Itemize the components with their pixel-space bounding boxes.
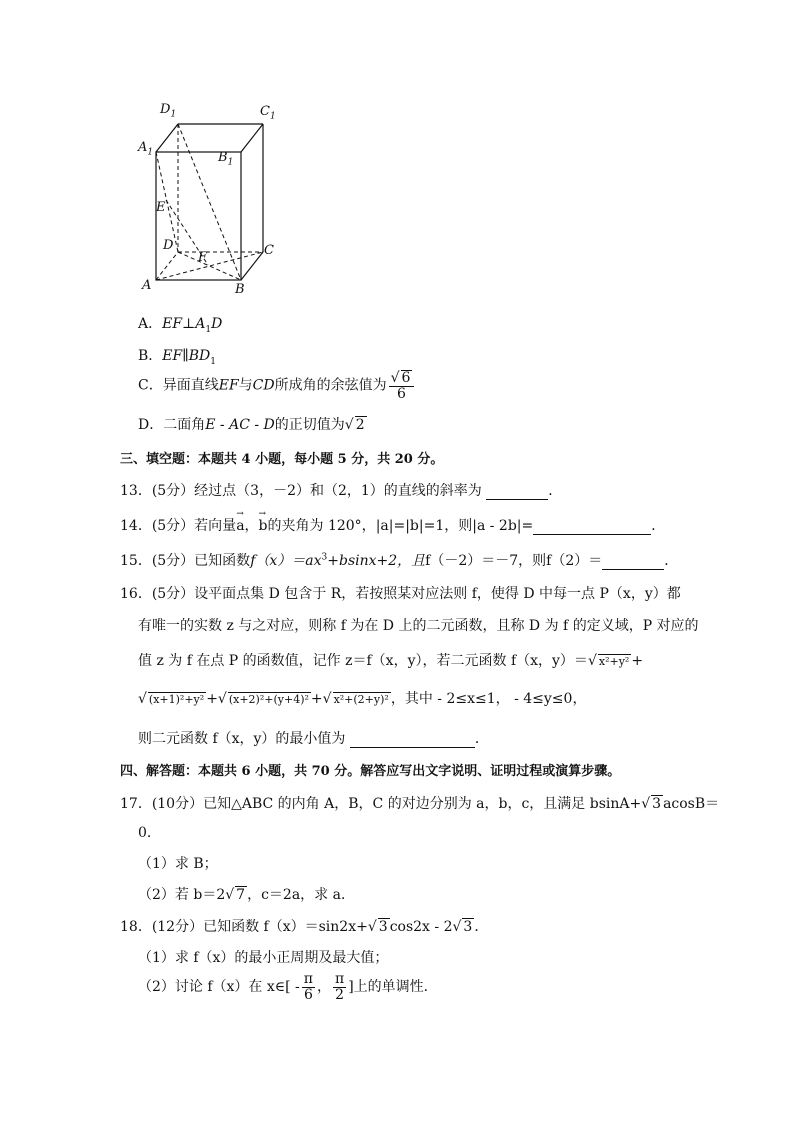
label-e: E — [156, 200, 166, 215]
option-d: D．二面角E - AC - D的正切值为√ 2 — [138, 417, 365, 433]
question-17-part2: （2）若 b＝2√ 7 ，c＝2a，求 a． — [138, 887, 355, 903]
question-18-line1: 18．(12分）已知函数 f（x）＝sin2x+√ 3 cos2x - 2√ 3 ． — [120, 919, 489, 935]
question-17-line1: 17．(10分）已知△ABC 的内角 A，B，C 的对边分别为 a，b，c，且满足 bsinA+√ 3 acosB＝ — [120, 796, 720, 812]
question-13: 13．(5分）经过点（3，－2）和（2，1）的直线的斜率为 ． — [120, 483, 563, 499]
edge-a1-d1 — [156, 124, 178, 152]
section3-title: 三、填空题：本题共 4 小题，每小题 5 分，共 20 分。 — [120, 452, 444, 467]
question-16-line4: √ (x+1)²+y² +√ (x+2)²+(y+4)² +√ x²+(2+y)² ，其中 - 2≤x≤1， - 4≤y≤0， — [138, 691, 587, 707]
prism-diagram — [130, 100, 290, 300]
label-b1: $B_1$ — [218, 150, 234, 168]
question-17-part1: （1）求 B； — [138, 856, 218, 872]
fraction-pi-over-2: $\frac{\pi}{2}$ — [335, 971, 345, 1003]
label-a1: $A_1$ — [138, 140, 154, 158]
option-b: B．$EF\parallel BD_1$ — [138, 348, 216, 367]
fraction-sqrt6-over-6: $\frac{√ 6}{6}$ — [389, 370, 415, 401]
label-d1: $D_1$ — [160, 102, 177, 120]
answer-blank-13 — [486, 499, 548, 500]
answer-blank-16 — [350, 747, 475, 748]
answer-blank-15 — [602, 569, 664, 570]
edge-a-d — [156, 252, 178, 280]
question-16-line5: 则二元函数 f（x，y）的最小值为 ． — [138, 731, 489, 747]
question-14: 14．(5分）若向量→ a，→ b的夹角为 120°，|a|=|b|=1，则|a - 2b|= ． — [120, 515, 665, 535]
section4-title: 四、解答题：本题共 6 小题，共 70 分。解答应写出文字说明、证明过程或演算步骤。 — [120, 764, 621, 779]
question-18-part2: （2）讨论 f（x）在 x∈[ - $\frac{\pi}{6}$ ， $\frac{\pi}{2}$ ]上的单调性． — [138, 971, 438, 1003]
label-c1: $C_1$ — [260, 104, 276, 122]
question-15: 15．(5分）已知函数$f(x)=ax^3+bsinx+2$，且f（－2）＝－7，则f（2）＝ ． — [120, 552, 679, 569]
question-16-line1: 16．(5分）设平面点集 D 包含于 R，若按照某对应法则 f，使得 D 中每一点 P（x，y）都 — [120, 586, 681, 602]
label-f: F — [198, 250, 208, 265]
option-c: C．异面直线EF与CD所成角的余弦值为 $\frac{√ 6}{6}$ — [138, 370, 416, 401]
prism-figure — [130, 100, 290, 300]
edge-b-c — [241, 252, 263, 280]
question-16-line2: 有唯一的实数 z 与之对应，则称 f 为在 D 上的二元函数，且称 D 为 f 的定义域，P 对应的 — [138, 618, 699, 634]
option-a: A．$EF\perp A_1D$ — [138, 316, 223, 335]
fraction-pi-over-6: $\frac{\pi}{6}$ — [303, 971, 313, 1003]
line-a-c — [156, 252, 263, 280]
answer-blank-14 — [533, 534, 651, 535]
question-17-line2: 0． — [138, 825, 161, 841]
edge-b1-c1 — [241, 124, 263, 152]
question-18-part1: （1）求 f（x）的最小正周期及最大值； — [138, 950, 389, 966]
label-d: D — [163, 238, 174, 253]
question-16-line3: 值 z 为 f 在点 P 的函数值，记作 z＝f（x，y），若二元函数 f（x，y）＝√ x²+y² + — [138, 653, 644, 669]
label-a: A — [142, 278, 152, 293]
label-b: B — [235, 282, 245, 297]
label-c: C — [264, 243, 274, 258]
